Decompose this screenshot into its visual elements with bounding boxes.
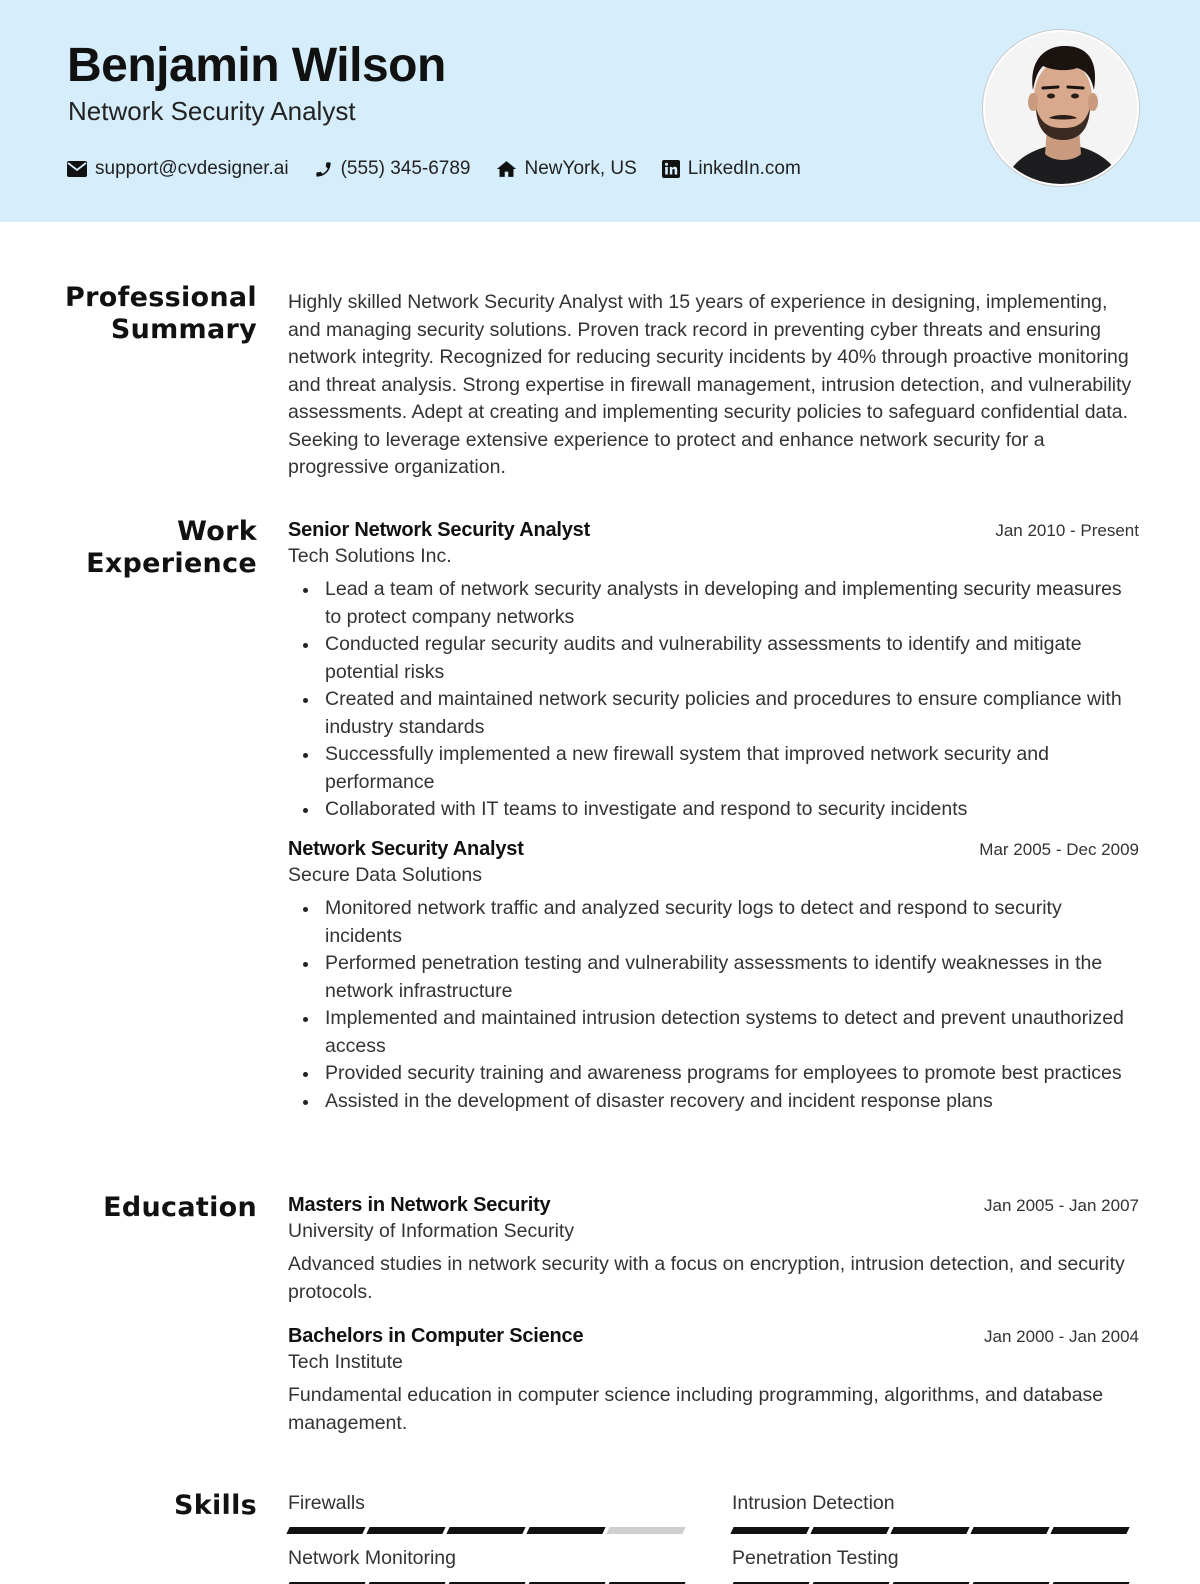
contact-list bbox=[67, 158, 826, 180]
skill-level-bars bbox=[732, 1527, 1132, 1534]
contact-location bbox=[496, 158, 637, 180]
job-bullets bbox=[288, 895, 1139, 1115]
skill-item bbox=[732, 1547, 1132, 1584]
resume-header bbox=[0, 0, 1200, 222]
home-icon bbox=[496, 160, 517, 178]
skill-bar-filled bbox=[526, 1527, 605, 1534]
job-company: Tech Solutions Inc. bbox=[288, 545, 452, 567]
degree-description: Fundamental education in computer science including programming, algorithms, and database management. bbox=[288, 1384, 1104, 1434]
skill-bar-empty bbox=[606, 1527, 685, 1534]
section-title-experience-line1: Work bbox=[177, 516, 257, 547]
skill-name: Penetration Testing bbox=[732, 1547, 899, 1569]
list-item: Successfully implemented a new firewall system that improved network security and performance bbox=[288, 741, 1139, 796]
degree-title: Bachelors in Computer Science bbox=[288, 1325, 584, 1347]
job-date: Mar 2005 - Dec 2009 bbox=[979, 840, 1139, 859]
candidate-role: Network Security Analyst bbox=[68, 96, 356, 126]
contact-linkedin-text: LinkedIn.com bbox=[687, 158, 801, 179]
job-title: Network Security Analyst bbox=[288, 838, 524, 860]
section-title-experience-line2: Experience bbox=[86, 548, 257, 579]
job-title: Senior Network Security Analyst bbox=[288, 519, 591, 541]
list-item: Monitored network traffic and analyzed security logs to detect and respond to security incidents bbox=[288, 895, 1139, 950]
section-title-skills: Skills bbox=[173, 1490, 257, 1521]
avatar-portrait bbox=[985, 32, 1139, 186]
contact-email-text: support@cvdesigner.ai bbox=[95, 158, 289, 179]
skill-level-bars bbox=[288, 1527, 688, 1534]
education-entry bbox=[288, 1325, 1139, 1437]
list-item: Collaborated with IT teams to investigate and respond to security incidents bbox=[288, 796, 1139, 824]
section-title-education: Education bbox=[103, 1192, 257, 1223]
contact-location-text: NewYork, US bbox=[524, 158, 637, 179]
skill-item bbox=[288, 1492, 688, 1534]
skill-bar-filled bbox=[890, 1527, 969, 1534]
skill-bar-filled bbox=[366, 1527, 445, 1534]
skill-bar-filled bbox=[1050, 1527, 1129, 1534]
section-title-summary-line2: Summary bbox=[110, 314, 257, 345]
education-entry bbox=[288, 1194, 1139, 1306]
envelope-icon bbox=[67, 161, 87, 177]
degree-description: Advanced studies in network security with a focus on encryption, intrusion detection, and security protocols. bbox=[288, 1253, 1125, 1303]
profile-photo bbox=[983, 30, 1139, 186]
job-bullets bbox=[288, 576, 1139, 824]
skill-bar-filled bbox=[286, 1527, 365, 1534]
skill-bar-filled bbox=[730, 1527, 809, 1534]
candidate-name: Benjamin Wilson bbox=[67, 39, 446, 92]
linkedin-icon bbox=[662, 160, 680, 178]
list-item: Provided security training and awareness programs for employees to promote best practices bbox=[288, 1060, 1139, 1088]
degree-date: Jan 2000 - Jan 2004 bbox=[983, 1327, 1139, 1346]
section-title-summary-line1: Professional bbox=[65, 282, 257, 313]
skill-name: Network Monitoring bbox=[288, 1547, 456, 1569]
contact-phone[interactable] bbox=[314, 158, 471, 180]
contact-phone-text: (555) 345-6789 bbox=[340, 158, 471, 179]
list-item: Lead a team of network security analysts in developing and implementing security measures to protect company networks bbox=[288, 576, 1139, 631]
list-item: Performed penetration testing and vulnerability assessments to identify weaknesses in the network infrastructure bbox=[288, 950, 1139, 1005]
experience-entry bbox=[288, 519, 1139, 824]
skill-item bbox=[732, 1492, 1132, 1534]
job-date: Jan 2010 - Present bbox=[995, 521, 1139, 540]
degree-date: Jan 2005 - Jan 2007 bbox=[983, 1196, 1139, 1215]
list-item: Implemented and maintained intrusion detection systems to detect and prevent unauthorized access bbox=[288, 1005, 1139, 1060]
skill-name: Intrusion Detection bbox=[732, 1492, 895, 1514]
degree-title: Masters in Network Security bbox=[288, 1194, 551, 1216]
summary-text: Highly skilled Network Security Analyst with 15 years of experience in designing, implementing, and managing security solutions. Proven track record in preventing cyber threats and ensuring network integrity. Recognized for reducing security incidents by 40% through proactive monitoring and threat analysis. Strong expertise in firewall management, intrusion detection, and vulnerability assessments. Adept at creating and implementing security policies to safeguard confidential data. Seeking to leverage extensive experience to protect and enhance network security for a progressive organization. bbox=[288, 291, 1132, 478]
job-company: Secure Data Solutions bbox=[288, 864, 483, 886]
school-name: Tech Institute bbox=[288, 1351, 403, 1373]
contact-email[interactable] bbox=[67, 158, 289, 180]
contact-linkedin[interactable] bbox=[662, 158, 801, 180]
list-item: Created and maintained network security policies and procedures to ensure compliance with industry standards bbox=[288, 686, 1139, 741]
skill-name: Firewalls bbox=[288, 1492, 365, 1514]
section-title-summary bbox=[27, 282, 257, 346]
school-name: University of Information Security bbox=[288, 1220, 575, 1242]
summary-block bbox=[288, 289, 1139, 482]
skill-bar-filled bbox=[446, 1527, 525, 1534]
skill-item bbox=[288, 1547, 688, 1584]
skill-bar-filled bbox=[970, 1527, 1049, 1534]
skill-bar-filled bbox=[810, 1527, 889, 1534]
section-title-experience bbox=[27, 516, 257, 580]
list-item: Conducted regular security audits and vulnerability assessments to identify and mitigate potential risks bbox=[288, 631, 1139, 686]
experience-entry bbox=[288, 838, 1139, 1115]
phone-icon bbox=[314, 160, 333, 179]
list-item: Assisted in the development of disaster recovery and incident response plans bbox=[288, 1088, 1139, 1116]
